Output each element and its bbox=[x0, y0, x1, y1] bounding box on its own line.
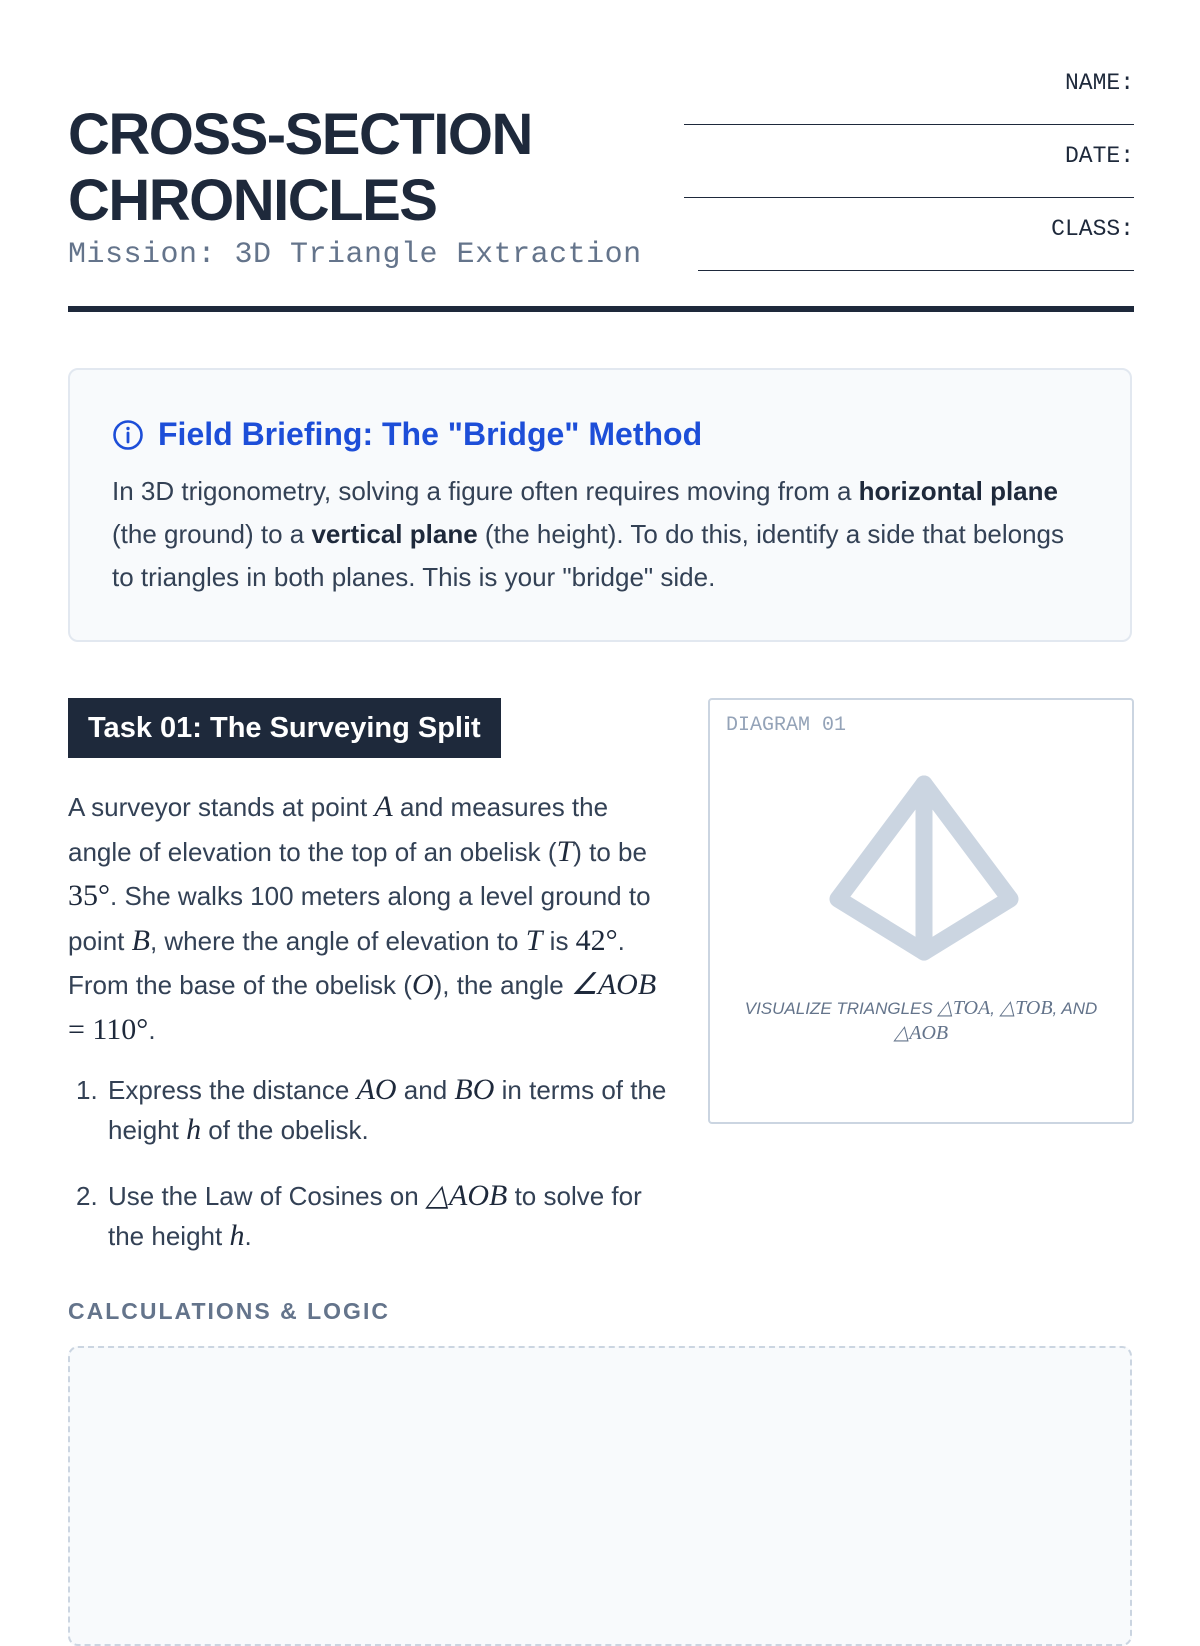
task-text-9: . bbox=[148, 1014, 156, 1045]
math-h: h bbox=[229, 1219, 245, 1252]
field-briefing-box bbox=[68, 368, 1132, 642]
angle-35: 35° bbox=[68, 879, 110, 912]
date-field[interactable] bbox=[684, 135, 1134, 208]
worksheet-header bbox=[68, 0, 1134, 316]
task-steps-list bbox=[68, 1070, 668, 1282]
info-circle-icon bbox=[112, 419, 144, 451]
step-text: Express the distance bbox=[108, 1075, 357, 1105]
var-T-2: T bbox=[525, 923, 543, 957]
briefing-text-3: (the height). To do this, identify a side that belongs to triangles in both planes. This is your "bridge" side. bbox=[112, 519, 1065, 592]
student-info-fields bbox=[684, 62, 1134, 281]
step-number: 1. bbox=[76, 1075, 98, 1105]
task-text-1: A surveyor stands at point bbox=[68, 792, 375, 822]
calculations-heading: CALCULATIONS & LOGIC bbox=[68, 1298, 390, 1324]
step-text: in terms of the height bbox=[108, 1075, 667, 1145]
step-text: and bbox=[396, 1075, 455, 1105]
name-field[interactable] bbox=[684, 62, 1134, 135]
worksheet-page bbox=[68, 0, 1134, 1600]
task-text-5: , where the angle of elevation to bbox=[149, 925, 526, 956]
math-h: h bbox=[186, 1113, 202, 1146]
briefing-title: Field Briefing: The "Bridge" Method bbox=[158, 416, 703, 452]
list-item bbox=[68, 1176, 668, 1256]
step-text: of the obelisk. bbox=[201, 1115, 369, 1145]
task-text-6: is bbox=[542, 925, 576, 956]
pyramid-icon bbox=[824, 774, 1024, 974]
step-text: . bbox=[244, 1221, 252, 1251]
class-blank-line[interactable] bbox=[698, 270, 1134, 271]
step-number: 2. bbox=[76, 1181, 98, 1211]
briefing-bold-vertical: vertical plane bbox=[311, 519, 478, 549]
date-label: DATE: bbox=[1064, 143, 1134, 169]
caption-text: , AND bbox=[1052, 999, 1098, 1018]
math-AO: AO bbox=[356, 1073, 397, 1106]
step-text: to solve for the height bbox=[108, 1181, 642, 1251]
diagram-label: DIAGRAM 01 bbox=[726, 714, 847, 737]
triangle-TOB: △TOB bbox=[999, 997, 1053, 1019]
header-divider bbox=[68, 306, 1134, 312]
task-text-4: . She walks 100 meters along a level ground to point bbox=[68, 881, 651, 956]
task-text-2: and measures the angle of elevation to the top of an obelisk ( bbox=[68, 792, 609, 867]
title-line-2: CHRONICLES bbox=[68, 168, 437, 233]
class-field[interactable] bbox=[684, 208, 1134, 281]
math-BO: BO bbox=[454, 1073, 495, 1106]
math-triangle-AOB: △AOB bbox=[425, 1179, 508, 1212]
diagram-caption bbox=[730, 996, 1112, 1046]
task-text-3: ) to be bbox=[573, 836, 647, 867]
step-text: Use the Law of Cosines on bbox=[108, 1181, 426, 1211]
caption-text: , bbox=[990, 999, 1000, 1018]
name-blank-line[interactable] bbox=[684, 124, 1134, 125]
angle-42: 42° bbox=[575, 923, 618, 957]
class-label: CLASS: bbox=[1051, 216, 1134, 242]
briefing-bold-horizontal: horizontal plane bbox=[858, 476, 1058, 506]
task-text-8: ), the angle bbox=[433, 970, 571, 1000]
name-label: NAME: bbox=[1064, 70, 1134, 96]
var-B: B bbox=[131, 923, 150, 957]
mission-subtitle: Mission: 3D Triangle Extraction bbox=[68, 238, 642, 272]
task-problem-text bbox=[68, 785, 668, 1052]
date-blank-line[interactable] bbox=[684, 197, 1134, 198]
briefing-header bbox=[112, 416, 702, 453]
triangle-AOB: △AOB bbox=[893, 1022, 949, 1044]
diagram-box bbox=[708, 698, 1134, 1124]
angle-110: 110° bbox=[92, 1012, 149, 1046]
task-label: Task 01: The Surveying Split bbox=[68, 698, 501, 758]
worksheet-title bbox=[68, 102, 532, 234]
list-item bbox=[68, 1070, 668, 1150]
briefing-text-2: (the ground) to a bbox=[112, 519, 312, 549]
triangle-TOA: △TOA bbox=[937, 997, 991, 1019]
angle-AOB: ∠AOB bbox=[570, 968, 657, 1001]
title-line-1: CROSS-SECTION bbox=[68, 102, 532, 167]
var-T: T bbox=[556, 834, 574, 868]
var-A: A bbox=[374, 790, 393, 823]
calculations-work-area[interactable] bbox=[68, 1346, 1132, 1646]
caption-text: VISUALIZE TRIANGLES bbox=[744, 999, 938, 1018]
briefing-text-1: In 3D trigonometry, solving a figure often requires moving from a bbox=[112, 476, 859, 506]
var-O: O bbox=[411, 968, 434, 1001]
briefing-text bbox=[112, 470, 1092, 599]
equals-sign: = bbox=[68, 1012, 93, 1046]
task-text-7: . From the base of the obelisk ( bbox=[68, 925, 625, 1000]
